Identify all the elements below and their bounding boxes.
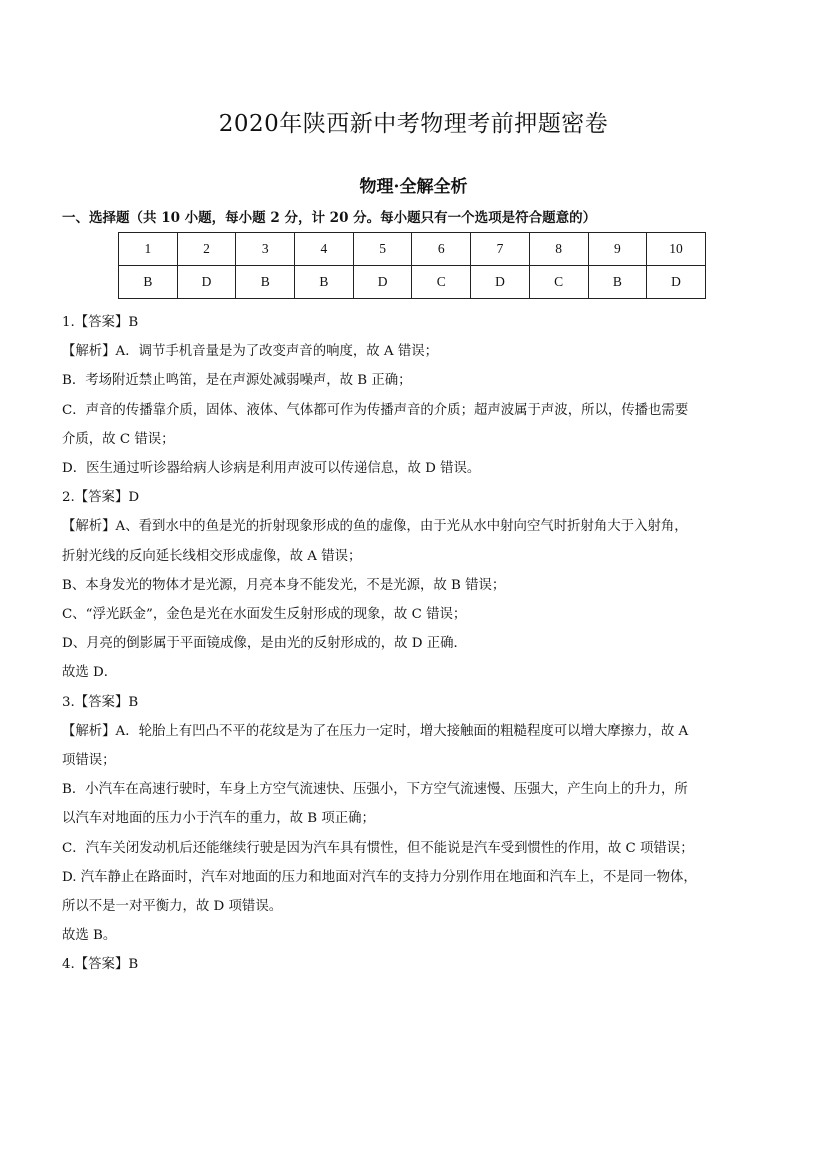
conclusion-line: 故选 B。 [62, 928, 117, 944]
answer-cell: D [177, 266, 236, 299]
page-subtitle: 物理·全解全析 [359, 177, 468, 197]
analysis-line: D．医生通过听诊器给病人诊病是利用声波可以传递信息，故 D 错误。 [62, 461, 481, 477]
analysis-line: B．考场附近禁止鸣笛，是在声源处减弱噪声，故 B 正确； [62, 373, 412, 389]
analysis-line: B．小汽车在高速行驶时，车身上方空气流速快、压强小，下方空气流速慢、压强大，产生向上的升力，所 [62, 782, 688, 798]
answer-table [118, 232, 706, 299]
answer-cell: B [295, 266, 354, 299]
answer-cell: D [647, 266, 706, 299]
answer-cell: D [471, 266, 530, 299]
conclusion-line: 故选 D． [62, 665, 118, 681]
analysis-line: B、本身发光的物体才是光源，月亮本身不能发光，不是光源，故 B 错误； [62, 577, 506, 593]
question-number-cell: 9 [588, 233, 647, 266]
answer-line: 2.【答案】D [62, 490, 140, 506]
analysis-line: 以汽车对地面的压力小于汽车的重力，故 B 项正确； [62, 811, 375, 827]
answer-line: 3.【答案】B [62, 694, 139, 710]
question-number-cell: 2 [177, 233, 236, 266]
analysis-line: 所以不是一对平衡力，故 D 项错误。 [62, 899, 283, 915]
answer-cell: B [119, 266, 178, 299]
page-title: 2020年陕西新中考物理考前押题密卷 [218, 111, 609, 137]
answer-table-answer-row [119, 266, 706, 299]
question-number-cell: 5 [353, 233, 412, 266]
question-number-cell: 6 [412, 233, 471, 266]
question-number-cell: 1 [119, 233, 178, 266]
answer-cell: C [412, 266, 471, 299]
analysis-line: 介质，故 C 错误； [62, 431, 175, 447]
question-number-cell: 10 [647, 233, 706, 266]
analysis-line: 项错误； [62, 753, 116, 769]
answer-cell: B [236, 266, 295, 299]
analysis-line: D、月亮的倒影属于平面镜成像，是由光的反射形成的，故 D 正确． [62, 636, 467, 652]
analysis-line: 折射光线的反向延长线相交形成虚像，故 A 错误； [62, 548, 362, 564]
answer-line: 1.【答案】B [62, 315, 139, 330]
section-heading: 一、选择题（共 10 小题，每小题 2 分，计 20 分。每小题只有一个选项是符合题意的） [62, 210, 597, 226]
answer-cell: D [353, 266, 412, 299]
question-number-cell: 7 [471, 233, 530, 266]
analysis-line: C．汽车关闭发动机后还能继续行驶是因为汽车具有惯性，但不能说是汽车受到惯性的作用，故 C 项错误； [62, 840, 694, 856]
solution-body [62, 308, 768, 980]
answer-cell: B [588, 266, 647, 299]
analysis-line: C．声音的传播靠介质，固体、液体、气体都可作为传播声音的介质；超声波属于声波，所以，传播也需要 [62, 402, 689, 418]
answer-line: 4.【答案】B [62, 957, 139, 973]
answer-table-number-row [119, 233, 706, 266]
analysis-line: D. 汽车静止在路面时，汽车对地面的压力和地面对汽车的支持力分别作用在地面和汽车上，不是同一物体， [62, 869, 697, 885]
analysis-line: 【解析】A．调节手机音量是为了改变声音的响度，故 A 错误； [62, 344, 439, 360]
answer-cell: C [529, 266, 588, 299]
question-number-cell: 8 [529, 233, 588, 266]
analysis-line: 【解析】A．轮胎上有凹凸不平的花纹是为了在压力一定时，增大接触面的粗糙程度可以增大摩擦力，故 A [62, 723, 689, 739]
question-number-cell: 3 [236, 233, 295, 266]
analysis-line: 【解析】A、看到水中的鱼是光的折射现象形成的鱼的虚像，由于光从水中射向空气时折射角大于入射角， [62, 519, 688, 535]
question-number-cell: 4 [295, 233, 354, 266]
analysis-line: C、“浮光跃金”，金色是光在水面发生反射形成的现象，故 C 错误； [62, 607, 467, 623]
